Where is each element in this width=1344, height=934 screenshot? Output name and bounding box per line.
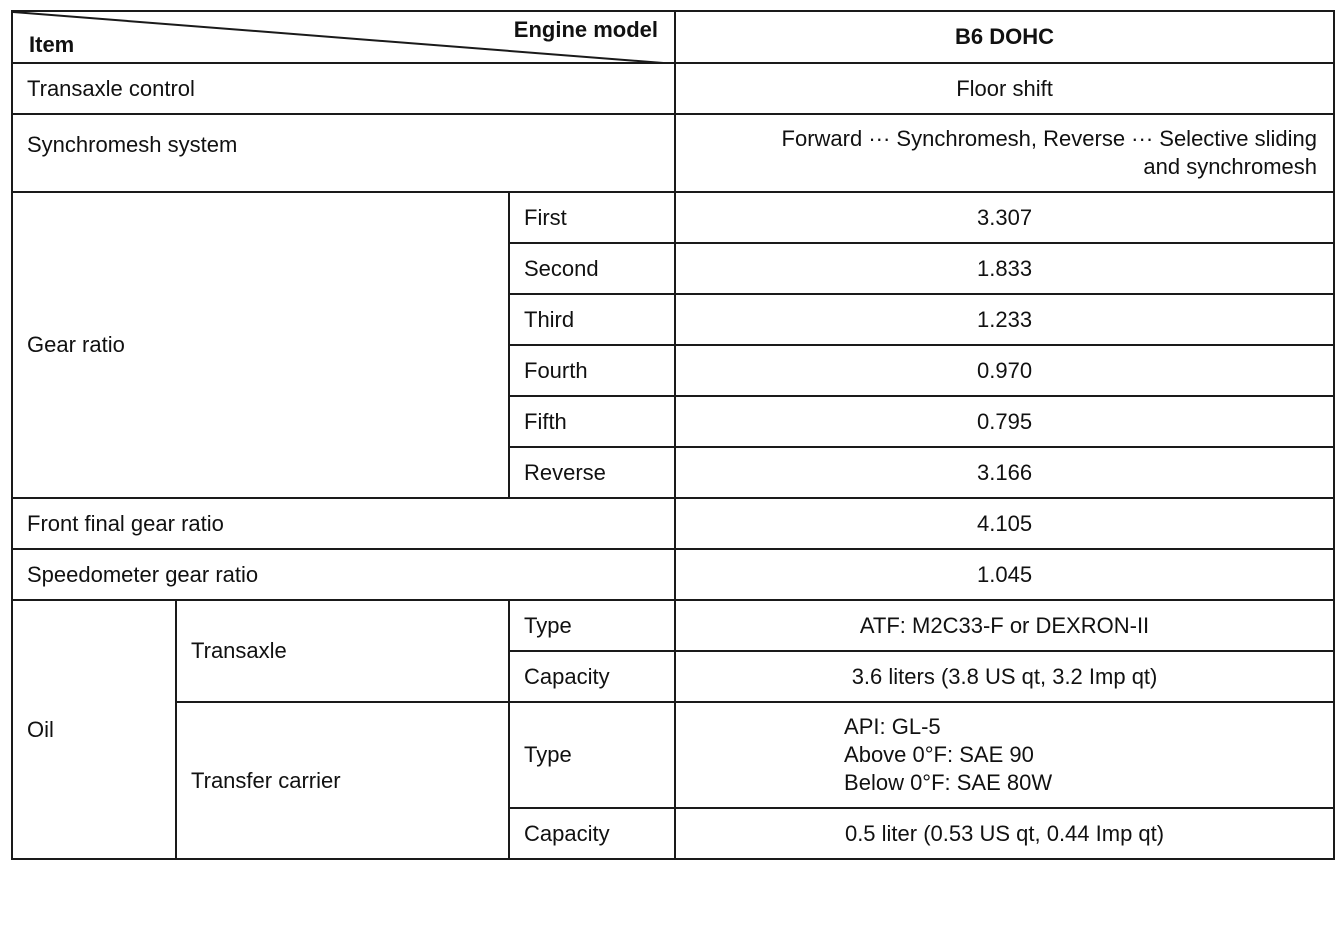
front-final-gear-ratio-value: 4.105: [675, 498, 1334, 549]
gear-value-first: 3.307: [675, 192, 1334, 243]
oil-transaxle-type-label: Type: [509, 600, 675, 651]
oil-transfer-carrier-type-label: Type: [509, 702, 675, 808]
table-row-transaxle-control: [12, 63, 1334, 114]
gear-name-fourth: Fourth: [509, 345, 675, 396]
synchromesh-system-label: Synchromesh system: [12, 114, 675, 192]
oil-transaxle-capacity-value: 3.6 liters (3.8 US qt, 3.2 Imp qt): [675, 651, 1334, 702]
oil-transfer-carrier-type-value: [675, 702, 1334, 808]
transaxle-control-value: Floor shift: [675, 63, 1334, 114]
oil-label: Oil: [12, 600, 176, 859]
table-row-front-final-gear-ratio: [12, 498, 1334, 549]
gear-value-fourth: 0.970: [675, 345, 1334, 396]
oil-transfer-carrier-type-line2: Above 0°F: SAE 90: [844, 742, 1034, 767]
header-item-label: Item: [29, 32, 75, 57]
header-engine-model-value: B6 DOHC: [675, 11, 1334, 63]
table-row-speedometer-gear-ratio: [12, 549, 1334, 600]
synchromesh-value-line2: and synchromesh: [1143, 154, 1318, 179]
transaxle-control-label: Transaxle control: [12, 63, 675, 114]
gear-name-third: Third: [509, 294, 675, 345]
oil-transaxle-type-value: ATF: M2C33-F or DEXRON-II: [675, 600, 1334, 651]
oil-transfer-carrier-type-line3: Below 0°F: SAE 80W: [844, 770, 1053, 795]
gear-name-second: Second: [509, 243, 675, 294]
gear-ratio-label: Gear ratio: [12, 192, 509, 498]
oil-transfer-carrier-type-line1: API: GL-5: [844, 714, 941, 739]
header-item-cell: [12, 11, 675, 63]
table-row-gear-first: [12, 192, 1334, 243]
table-row-oil-transaxle-type: [12, 600, 1334, 651]
gear-value-second: 1.833: [675, 243, 1334, 294]
front-final-gear-ratio-label: Front final gear ratio: [12, 498, 675, 549]
gear-value-third: 1.233: [675, 294, 1334, 345]
gear-name-first: First: [509, 192, 675, 243]
oil-transaxle-label: Transaxle: [176, 600, 509, 702]
gear-value-reverse: 3.166: [675, 447, 1334, 498]
gear-value-fifth: 0.795: [675, 396, 1334, 447]
oil-transfer-carrier-capacity-label: Capacity: [509, 808, 675, 859]
speedometer-gear-ratio-value: 1.045: [675, 549, 1334, 600]
oil-transfer-carrier-label: Transfer carrier: [176, 702, 509, 859]
table-row-oil-transfer-carrier-type: [12, 702, 1334, 808]
speedometer-gear-ratio-label: Speedometer gear ratio: [12, 549, 675, 600]
gear-name-fifth: Fifth: [509, 396, 675, 447]
table-row-synchromesh-system: [12, 114, 1334, 192]
specification-table: [11, 10, 1335, 860]
gear-name-reverse: Reverse: [509, 447, 675, 498]
oil-transaxle-capacity-label: Capacity: [509, 651, 675, 702]
synchromesh-value-line1: Forward ··· Synchromesh, Reverse ··· Selective sliding: [781, 126, 1318, 151]
oil-transfer-carrier-capacity-value: 0.5 liter (0.53 US qt, 0.44 Imp qt): [675, 808, 1334, 859]
header-row: [12, 11, 1334, 63]
header-engine-model-label: Engine model: [513, 17, 659, 42]
synchromesh-system-value: [675, 114, 1334, 192]
